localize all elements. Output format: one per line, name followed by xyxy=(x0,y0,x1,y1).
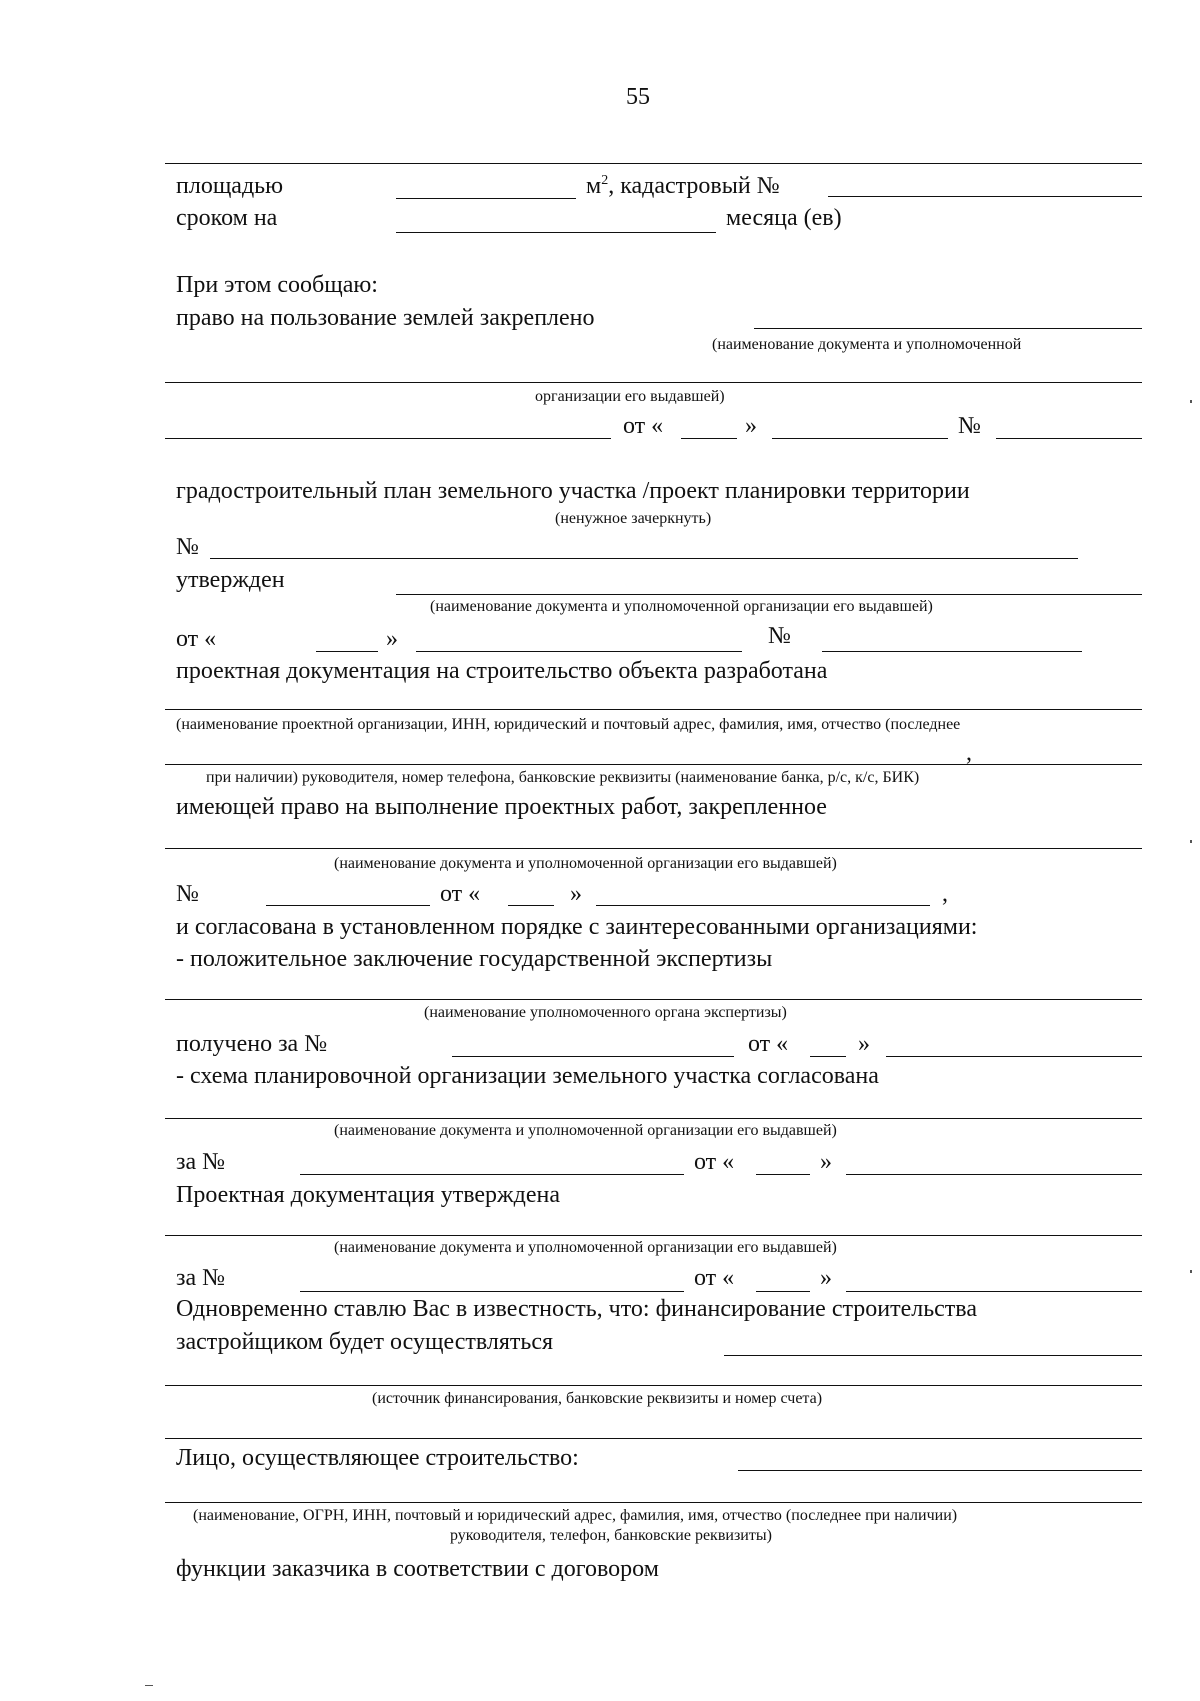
scan-speck xyxy=(1190,400,1192,403)
project-docs-hint-3: (наименование документа и уполномоченной организации его выдавшей) xyxy=(334,855,837,872)
approval-number-input[interactable] xyxy=(300,1291,684,1292)
project-docs-agreed: и согласована в установленном порядке с заинтересованными организациями: xyxy=(176,914,978,940)
urban-plan-number-label: № xyxy=(176,534,199,560)
inform-heading: При этом сообщаю: xyxy=(176,272,378,298)
approval-text: Проектная документация утверждена xyxy=(176,1182,560,1208)
expertise-from-close: » xyxy=(858,1031,870,1057)
land-right-from-close: » xyxy=(745,413,757,439)
financing-text-2: застройщиком будет осуществляться xyxy=(176,1329,554,1355)
urban-plan-day-input[interactable] xyxy=(316,651,378,652)
financing-details-input[interactable] xyxy=(165,1385,1142,1386)
project-docs-from-open: от « xyxy=(440,881,481,907)
term-label: сроком на xyxy=(176,205,278,231)
approval-date-input[interactable] xyxy=(846,1291,1142,1292)
urban-plan-hint: (ненужное зачеркнуть) xyxy=(555,510,712,527)
project-docs-comma2: , xyxy=(942,881,948,907)
financing-text-1: Одновременно ставлю Вас в известность, что: финансирование строительства xyxy=(176,1296,977,1322)
scan-speck xyxy=(1190,1270,1192,1273)
expertise-hint: (наименование уполномоченного органа экспертизы) xyxy=(424,1004,787,1021)
urban-plan-text: градостроительный план земельного участка /проект планировки территории xyxy=(176,478,970,504)
term-suffix: месяца (ев) xyxy=(726,205,842,231)
area-unit: $м^2$, кадастровый № xyxy=(586,173,780,199)
land-right-number-input[interactable] xyxy=(996,438,1142,439)
urban-plan-approved: утвержден xyxy=(176,567,285,593)
urban-plan-number2-label: № xyxy=(768,623,791,649)
approval-hint: (наименование документа и уполномоченной организации его выдавшей) xyxy=(334,1239,837,1256)
land-right-hint-1: (наименование документа и уполномоченной xyxy=(712,336,1022,353)
scheme-doc-input[interactable] xyxy=(165,1118,1142,1119)
project-org-details-input[interactable] xyxy=(165,764,1142,765)
project-docs-number-input[interactable] xyxy=(266,905,430,906)
scheme-text: - схема планировочной организации земельного участка согласована xyxy=(176,1063,879,1089)
term-input[interactable] xyxy=(396,232,716,233)
expertise-org-input[interactable] xyxy=(165,999,1142,1000)
urban-plan-hint-doc: (наименование документа и уполномоченной организации его выдавшей) xyxy=(430,598,933,615)
urban-plan-number-input[interactable] xyxy=(210,558,1078,559)
approval-for-number: за № xyxy=(176,1265,226,1291)
scheme-from-open: от « xyxy=(694,1149,735,1175)
project-docs-right-text: имеющей право на выполнение проектных работ, закрепленное xyxy=(176,794,827,820)
land-right-number-label: № xyxy=(958,413,981,439)
area-label: площадью xyxy=(176,173,284,199)
expertise-received: получено за № xyxy=(176,1031,328,1057)
financing-hint: (источник финансирования, банковские реквизиты и номер счета) xyxy=(372,1390,823,1407)
project-docs-day-input[interactable] xyxy=(508,905,554,906)
expertise-number-input[interactable] xyxy=(452,1056,734,1057)
scheme-date-input[interactable] xyxy=(846,1174,1142,1175)
expertise-text: - положительное заключение государственной экспертизы xyxy=(176,946,773,972)
land-right-day-input[interactable] xyxy=(681,438,737,439)
scheme-hint: (наименование документа и уполномоченной организации его выдавшей) xyxy=(334,1122,837,1139)
top-rule xyxy=(165,163,1142,164)
scheme-number-input[interactable] xyxy=(300,1174,684,1175)
land-right-doc-input[interactable] xyxy=(165,438,611,439)
project-docs-text: проектная документация на строительство объекта разработана xyxy=(176,658,828,684)
scheme-day-input[interactable] xyxy=(756,1174,810,1175)
cadastral-number-input[interactable] xyxy=(828,196,1142,197)
urban-plan-number2-input[interactable] xyxy=(822,651,1082,652)
land-right-text: право на пользование землей закреплено xyxy=(176,305,595,331)
land-right-from-open: от « xyxy=(623,413,664,439)
land-right-date-input[interactable] xyxy=(772,438,948,439)
land-right-hint-2: организации его выдавшей) xyxy=(535,388,725,405)
approval-from-close: » xyxy=(820,1265,832,1291)
expertise-from-open: от « xyxy=(748,1031,789,1057)
builder-hint-1: (наименование, ОГРН, ИНН, почтовый и юридический адрес, фамилия, имя, отчество (последнее при наличии) xyxy=(193,1507,958,1524)
approval-doc-input[interactable] xyxy=(165,1235,1142,1236)
project-right-doc-input[interactable] xyxy=(165,848,1142,849)
project-docs-from-close: » xyxy=(570,881,582,907)
approval-from-open: от « xyxy=(694,1265,735,1291)
project-docs-comma: , xyxy=(966,740,972,766)
project-docs-date-input[interactable] xyxy=(596,905,930,906)
scan-speck xyxy=(145,1685,153,1686)
financing-source-input[interactable] xyxy=(724,1355,1142,1356)
page-number: 55 xyxy=(626,84,650,110)
expertise-date-input[interactable] xyxy=(886,1056,1142,1057)
urban-plan-date-input[interactable] xyxy=(416,651,742,652)
builder-hint-2: руководителя, телефон, банковские реквизиты) xyxy=(450,1527,772,1544)
land-right-org-input[interactable] xyxy=(165,382,1142,383)
project-org-input[interactable] xyxy=(165,709,1142,710)
urban-plan-from-close: » xyxy=(386,626,398,652)
approval-day-input[interactable] xyxy=(756,1291,810,1292)
builder-details-input[interactable] xyxy=(165,1502,1142,1503)
scheme-for-number: за № xyxy=(176,1149,226,1175)
project-docs-hint-2: при наличии) руководителя, номер телефона, банковские реквизиты (наименование банка, р/с, к/с, БИК) xyxy=(206,769,920,786)
project-docs-hint-1: (наименование проектной организации, ИНН, юридический и почтовый адрес, фамилия, имя, отчество (последнее xyxy=(176,716,961,733)
urban-plan-approved-input[interactable] xyxy=(396,594,1142,595)
urban-plan-from-open: от « xyxy=(176,626,217,652)
scan-speck xyxy=(1190,840,1192,843)
expertise-day-input[interactable] xyxy=(810,1056,846,1057)
builder-input[interactable] xyxy=(738,1470,1142,1471)
area-input[interactable] xyxy=(396,198,576,199)
builder-text: Лицо, осуществляющее строительство: xyxy=(176,1445,579,1471)
financing-rule xyxy=(165,1438,1142,1439)
scheme-from-close: » xyxy=(820,1149,832,1175)
project-docs-number-label: № xyxy=(176,881,199,907)
customer-text: функции заказчика в соответствии с договором xyxy=(176,1556,659,1582)
land-right-input[interactable] xyxy=(754,328,1142,329)
